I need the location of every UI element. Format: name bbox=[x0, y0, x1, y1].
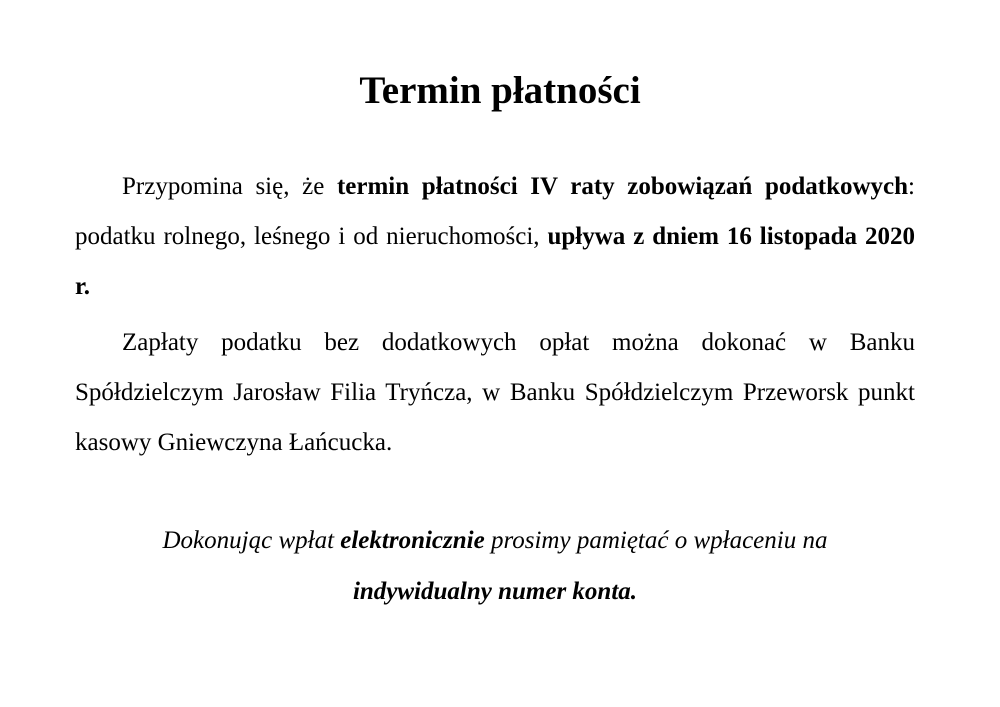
payment-location-paragraph: Zapłaty podatku bez dodatkowych opłat można dokonać w Banku Spółdzielczym Jarosław Filia Tryńcza, w Banku Spółdzielczym Przeworsk punkt kasowy Gniewczyna Łańcucka. bbox=[75, 329, 915, 456]
reminder-intro-text: Przypomina się, że bbox=[122, 173, 337, 200]
deadline-date-bold: upływa z dniem 16 listopada 2020 r. bbox=[75, 223, 915, 300]
note-intro-text: Dokonując wpłat bbox=[162, 527, 341, 554]
account-number-bold: indywidualny numer konta. bbox=[352, 578, 638, 605]
note-reminder-text: prosimy pamiętać o wpłaceniu na bbox=[484, 527, 828, 554]
page-title: Termin płatności bbox=[359, 69, 641, 112]
electronic-payment-note bbox=[75, 515, 915, 617]
payment-deadline-paragraph bbox=[75, 162, 915, 312]
electronic-bold: elektronicznie bbox=[340, 527, 485, 554]
installment-deadline-bold: termin płatności IV raty zobowiązań podatkowych bbox=[336, 173, 909, 200]
tax-types-text: : podatku rolnego, leśnego i od nieruchomości, bbox=[75, 173, 915, 250]
